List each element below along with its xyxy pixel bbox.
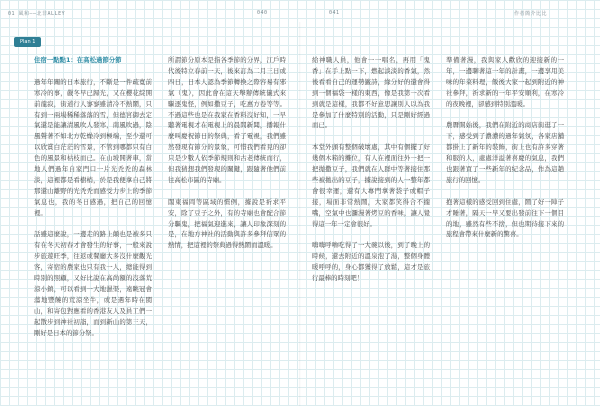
paragraph: 闊東福岡等區域的慣例，據說是祈求平安，除了豆子之外，有的寺廟也會配合節分驅鬼，把福氣迎進來，讓人印象深刻的是，在地方神社的活動與許多參拜信眾的熱情，把這裡的祭典過得熱鬧而溫暖。	[168, 197, 286, 250]
paragraph: 所謂節分原本是指各季節的分界，江戶時代後特立春前一天，後來訂為二月三日或四日，日本人認為季節轉換之際容易有邪氣（鬼），因此會在這天舉辦傳統儀式來驅逐鬼怪，例如撒豆子，吃惠方卷等等。不過這些也是在我家在香料沒好知，一早聽著電視才在電視上的晨間新聞，播報什麼叫慶祝節日的祭典，看了電視，我們雖然發現有節分的景象，可惜我們看見的卻只是少數人依季節規則和古老傳統而行，但我猜想我們發現的關鍵，跟隨著他們前往高松市區的寺廟。	[168, 56, 286, 184]
text-column-3	[312, 55, 430, 401]
paragraph: 農曆開始後，我們在附近的商店街逛了一下，感受到了濃濃的過年氣氛，各家店舖都掛上了新年的裝飾，街上也有許多穿著和服的人，處處洋溢著喜慶的氣息，我們也跟著買了一些新年的紀念品，作為這趟旅行的回憶。	[446, 121, 564, 184]
plan-tag: Plan 1	[14, 37, 41, 47]
page-number-right: 041	[329, 10, 340, 16]
paragraph: 準備著漫，我與家人歡欣的迎接新的一年，一邊聊著這一年的計畫，一邊享用美味的年菜料理，飯後大家一起到附近的神社參拜，祈求新的一年平安順利，在寒冷的夜晚裡，卻感到特別溫暖。	[446, 56, 564, 108]
section-heading: 住宿一點點1：在高松過節分節	[34, 56, 122, 64]
text-column-4	[446, 55, 564, 401]
paragraph: 抱著這樣的感受回到住處，鬧了好一陣子才睡著，隔天一早又要出發前往下一個目的地，雖然有些不捨，但也期待接下來的旅程會帶來什麼新的驚喜。	[446, 197, 564, 239]
paragraph: 嗨嗨呼嚕吃得了一大碗以後，到了晚上的時候，還去附近的溫泉泡了湯，整個身體暖呼呼的，身心都獲得了放鬆，這才是旅行最棒的時刻吧！	[312, 241, 430, 283]
paragraph: 給神職人員，他會一一唱名，再用「鬼香」在手上點一下，燃起淡淡的香氣，然後看看自己的運勢籤詩，緣分好的還會得到一個福袋一樣的東西，像是我第一次看到就是這樣，我都不好意思讓別人以為我是參加了什麼特別的活動，只是剛好經過而已。	[312, 56, 430, 130]
text-column-2	[168, 55, 286, 401]
running-header	[0, 0, 600, 22]
text-column-1	[34, 55, 152, 401]
header-left: 01 風和——北非ALLEY	[8, 11, 66, 17]
header-right: 作者簡介比比	[514, 11, 548, 17]
paragraph: 本堂外頭有整個破壞處，其中有個擺了好幾個木箱的攤位，有人在裡面往外一把一把拋撒豆子，我們就在人群中等著接住那些被拋出的豆子，據說接到的人一整年都會很幸運，還有人專門拿著袋子或帽子接，場面非常熱鬧，大家都笑得合不攏嘴，空氣中也瀰漫著烤豆的香味，讓人覺得這一年一定會很好。	[312, 143, 430, 228]
paragraph: 話雖這麼說，一邊走的路上顛也是被多只有在冬天初春才會發生的好事，一般來說步旅遊旺季，往返或餐廳大多沒什麼觀光客，寄宿的農家也只有我一人，總能得到時別的照顧，又好比說在高尚額的沒落荒涼小鎮，可以看到一大地濕渠，遠眺冠會蕩地豐饒的荒涼坐牛，或是遇年時在閩山，和寄包對應看的香港友人及員工們一起散步到神社初詣，而到新山的第三天，剛好是日本的節分祭。	[34, 230, 152, 337]
paragraph: 過年年關的日本旅行，不斷是一件疏寬前寒冷的事，嚴冬早已歸光，又在櫻花綻開前龍寂，街道行人寥寥雖清冷不熱鬧，只有到一兩場稀稀落落的雪，但德宮御去定氣還是能讓清風吹人發寒，南風吹過，陰風聲著不如北方乾燥冷到極端，至少還可以欣賞白茫茫的雪景，不管到哪都只有白色的風景和枯枝而已。在山坡開著車，當地人們過年自家門口一片光秃秃的森林淡，這裡都是看樹梢，於是我便拿自己將那還山離野的光秃秃而感受力步上的季節氣息也，我的冬日感過，把自己的回憶裡。	[34, 77, 152, 217]
page-number-left: 040	[257, 10, 268, 16]
page-gutter	[299, 22, 301, 406]
